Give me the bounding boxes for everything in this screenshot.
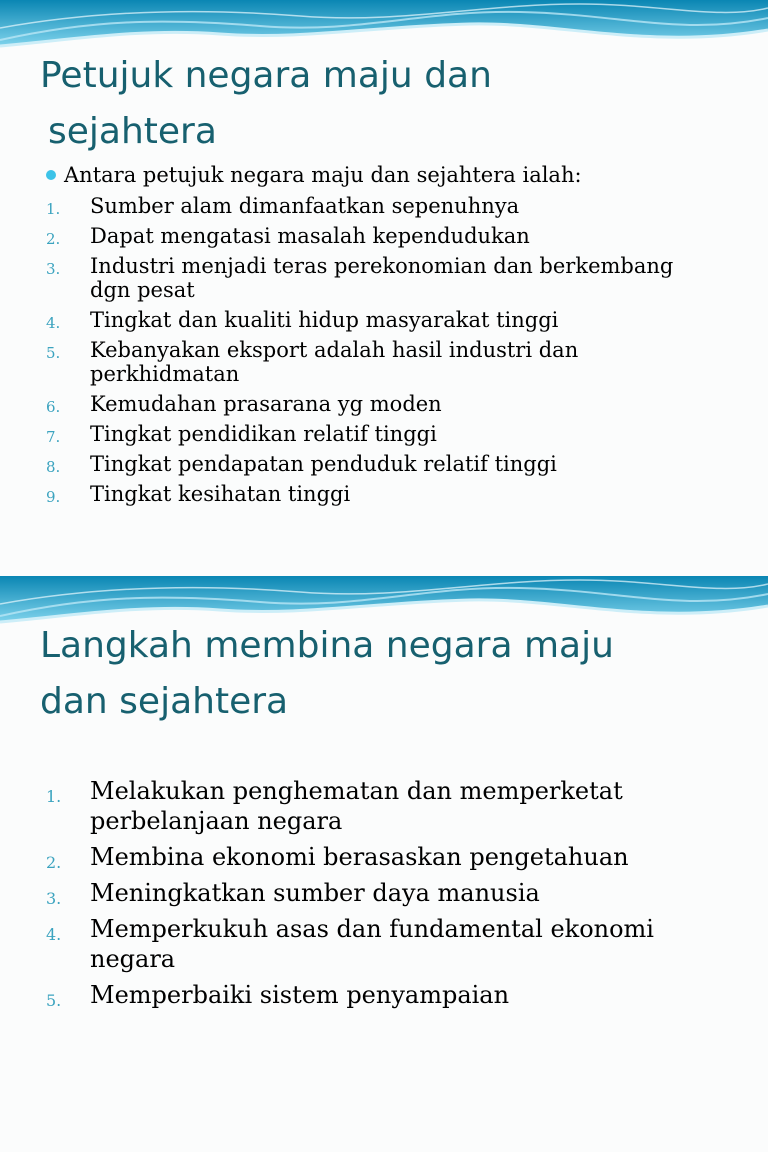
list-text: Meningkatkan sumber daya manusia bbox=[90, 879, 540, 907]
list-number: 2. bbox=[46, 853, 62, 872]
list-text: Memperbaiki sistem penyampaian bbox=[90, 981, 510, 1009]
slide-2 bbox=[0, 576, 768, 1152]
steps-list bbox=[0, 776, 690, 1016]
list-item bbox=[0, 308, 700, 332]
list-number: 7. bbox=[46, 428, 61, 446]
list-text: Kebanyakan eksport adalah hasil industri dan perkhidmatan bbox=[90, 338, 579, 386]
list-item bbox=[0, 224, 700, 248]
slide-title-line-1: Langkah membina negara maju bbox=[40, 625, 614, 666]
list-item bbox=[0, 392, 700, 416]
list-item bbox=[0, 422, 700, 446]
list-item bbox=[0, 452, 700, 476]
list-item bbox=[0, 338, 700, 386]
list-number: 3. bbox=[46, 260, 61, 278]
list-item bbox=[0, 980, 690, 1010]
list-number: 3. bbox=[46, 889, 62, 908]
intro-text: Antara petujuk negara maju dan sejahtera ialah: bbox=[64, 163, 582, 187]
indicator-list bbox=[0, 194, 700, 512]
list-text: Industri menjadi teras perekonomian dan berkembang dgn pesat bbox=[90, 254, 674, 302]
list-item bbox=[0, 842, 690, 872]
list-text: Kemudahan prasarana yg moden bbox=[90, 392, 442, 416]
list-text: Tingkat kesihatan tinggi bbox=[90, 482, 351, 506]
slide-title bbox=[40, 618, 614, 730]
list-item bbox=[0, 914, 690, 974]
list-text: Membina ekonomi berasaskan pengetahuan bbox=[90, 843, 629, 871]
bullet-icon bbox=[46, 170, 56, 180]
list-text: Melakukan penghematan dan memperketat perbelanjaan negara bbox=[90, 777, 623, 835]
list-item bbox=[0, 482, 700, 506]
list-number: 5. bbox=[46, 344, 61, 362]
slide-title-line-2: sejahtera bbox=[48, 111, 217, 152]
list-item bbox=[0, 878, 690, 908]
list-number: 2. bbox=[46, 230, 61, 248]
slide-title-line-2: dan sejahtera bbox=[40, 681, 289, 722]
list-number: 6. bbox=[46, 398, 61, 416]
list-number: 4. bbox=[46, 314, 61, 332]
list-number: 4. bbox=[46, 925, 62, 944]
list-number: 8. bbox=[46, 458, 61, 476]
list-item bbox=[0, 194, 700, 218]
slide-title-line-1: Petujuk negara maju dan bbox=[40, 55, 492, 96]
list-text: Tingkat pendidikan relatif tinggi bbox=[90, 422, 437, 446]
intro-bullet bbox=[46, 162, 582, 188]
list-text: Sumber alam dimanfaatkan sepenuhnya bbox=[90, 194, 520, 218]
list-number: 1. bbox=[46, 787, 62, 806]
list-text: Memperkukuh asas dan fundamental ekonomi negara bbox=[90, 915, 654, 973]
slide-title bbox=[40, 48, 492, 160]
list-item bbox=[0, 776, 690, 836]
list-text: Dapat mengatasi masalah kependudukan bbox=[90, 224, 530, 248]
list-number: 1. bbox=[46, 200, 61, 218]
list-item bbox=[0, 254, 700, 302]
list-number: 5. bbox=[46, 991, 62, 1010]
list-text: Tingkat pendapatan penduduk relatif tinggi bbox=[90, 452, 557, 476]
list-text: Tingkat dan kualiti hidup masyarakat tinggi bbox=[90, 308, 559, 332]
list-number: 9. bbox=[46, 488, 61, 506]
